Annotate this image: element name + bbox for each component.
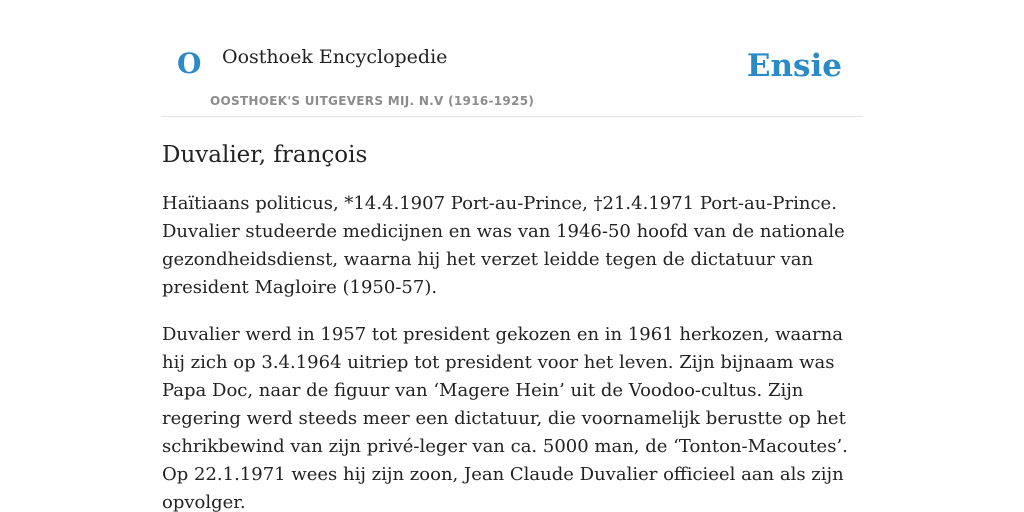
entry-title: Duvalier, françois — [162, 142, 368, 168]
entry-paragraph-2: Duvalier werd in 1957 tot president gekozen en in 1961 herkozen, waarna hij zich op 3.4.1964 uitriep tot president voor het leven. Zijn bijnaam was Papa Doc, naar de figuur van ‘Magere Hein’ uit de Voodoo-cultus. Zijn regering werd steeds meer een dictatuur, die voornamelijk berustte op het schrikbewind van zijn privé-leger van ca. 5000 man, de ‘Tonton-Macoutes’. Op 22.1.1971 wees hij zijn zoon, Jean Claude Duvalier officieel aan als zijn opvolger. — [162, 323, 848, 512]
ensie-logo-link[interactable]: Ensie — [746, 48, 842, 84]
entry-paragraph-1: Haïtiaans politicus, *14.4.1907 Port-au-Prince, †21.4.1971 Port-au-Prince. Duvalier studeerde medicijnen en was van 1946-50 hoofd van de nationale gezondheidsdienst, waarna hij het verzet leidde tegen de dictatuur van president Magloire (1950-57). — [162, 192, 845, 298]
page — [162, 0, 862, 512]
header — [162, 0, 862, 117]
publisher-label: OOSTHOEK'S UITGEVERS MIJ. N.V (1916-1925) — [210, 94, 535, 108]
publication-logo-icon[interactable]: O — [177, 47, 202, 80]
publication-title-link[interactable]: Oosthoek Encyclopedie — [222, 46, 448, 68]
